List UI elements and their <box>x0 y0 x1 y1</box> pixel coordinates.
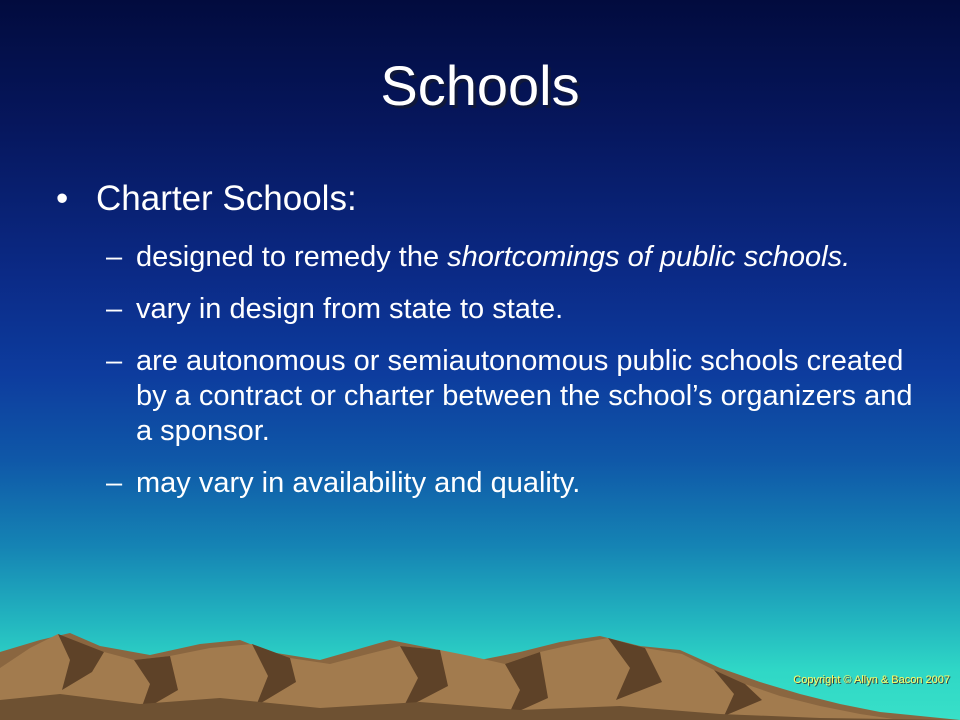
dash-marker: – <box>106 293 123 325</box>
sub-bullet-italic-text: shortcomings of public schools. <box>447 241 851 273</box>
dash-marker: – <box>106 241 123 273</box>
dash-marker: – <box>106 345 123 377</box>
sub-bullet-text: are autonomous or semiautonomous public schools created by a contract or charter between the school’s organizers and a sponsor. <box>136 345 913 447</box>
sub-bullet-text: designed to remedy the <box>136 241 448 273</box>
sub-bullet-vary-design <box>56 292 936 327</box>
sub-bullet-text: vary in design from state to state. <box>136 293 564 325</box>
slide-content <box>56 176 936 518</box>
dash-marker: – <box>106 467 123 499</box>
bullet-text: Charter Schools: <box>96 179 357 218</box>
bullet-charter-schools <box>56 176 936 222</box>
bullet-marker: • <box>56 179 69 218</box>
sub-bullet-text: may vary in availability and quality. <box>136 467 581 499</box>
sub-bullet-autonomous <box>56 344 936 449</box>
sub-bullet-designed <box>56 240 936 275</box>
sub-bullet-availability <box>56 466 936 501</box>
copyright-notice: Copyright © Allyn & Bacon 2007 <box>793 674 950 686</box>
slide-title: Schools <box>380 54 580 117</box>
